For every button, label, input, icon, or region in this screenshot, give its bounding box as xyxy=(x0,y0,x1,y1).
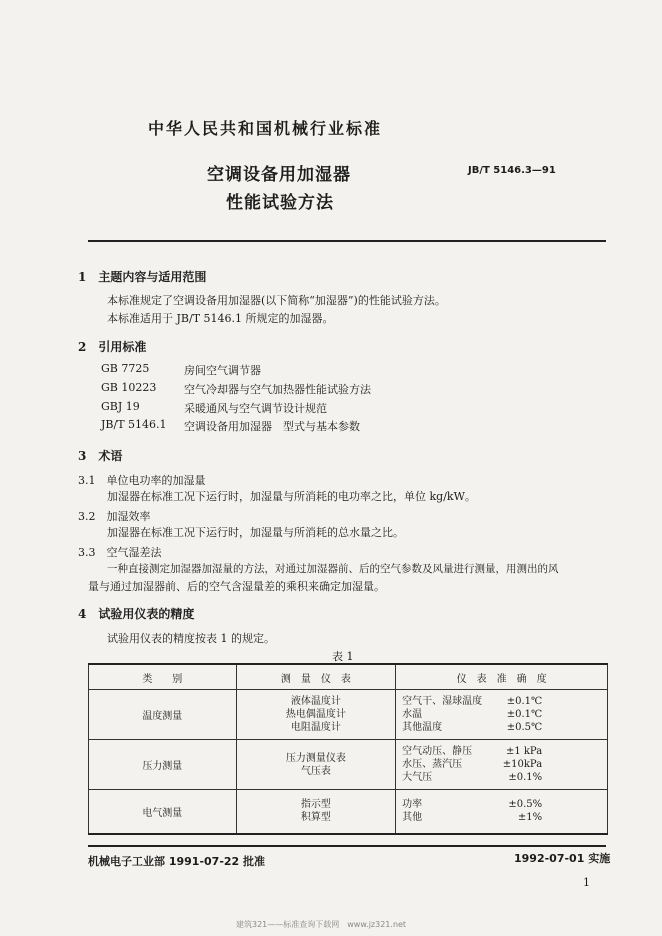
document-title-line2: 性能试验方法 xyxy=(226,193,334,213)
effective-date: 1992-07-01 实施 xyxy=(514,852,611,865)
instrument: 液体温度计 xyxy=(290,696,341,707)
instruments-cell xyxy=(236,740,396,790)
accuracy-cell xyxy=(396,690,608,740)
instruments-cell xyxy=(236,690,396,740)
accuracy-value: ±1 kPa xyxy=(505,746,543,757)
reference-title: 采暖通风与空气调节设计规范 xyxy=(184,402,327,415)
term-3-2-body: 加湿器在标准工况下运行时，加湿量与所消耗的总水量之比。 xyxy=(107,526,404,539)
approval-date: 机械电子工业部 1991-07-22 批准 xyxy=(88,855,266,868)
accuracy-value: ±0.1℃ xyxy=(506,696,543,707)
term-3-2-heading: 3.2 加湿效率 xyxy=(78,510,151,523)
reference-title: 空气冷却器与空气加热器性能试验方法 xyxy=(184,383,371,396)
accuracy-value: ±0.5℃ xyxy=(506,722,543,733)
accuracy-item: 空气干、湿球温度 xyxy=(402,696,483,707)
instrument: 指示型 xyxy=(300,799,331,811)
table-caption: 表 1 xyxy=(332,650,354,663)
instrument: 电阻温度计 xyxy=(290,722,341,733)
section2-heading: 2 引用标准 xyxy=(78,340,147,354)
term-3-1-heading: 3.1 单位电功率的加湿量 xyxy=(78,474,206,487)
industry-standard-title: 中华人民共和国机械行业标准 xyxy=(148,119,383,138)
page-number: 1 xyxy=(583,876,590,889)
section1-para2: 本标准适用于 JB/T 5146.1 所规定的加湿器。 xyxy=(107,312,334,325)
accuracy-item: 水压、蒸汽压 xyxy=(402,759,463,770)
section4-para: 试验用仪表的精度按表 1 的规定。 xyxy=(107,632,275,645)
reference-title: 房间空气调节器 xyxy=(184,364,261,377)
reference-title: 空调设备用加湿器 型式与基本参数 xyxy=(184,420,360,433)
term-3-3-body-line1: 一种直接测定加湿器加湿量的方法，对通过加湿器前、后的空气参数及风量进行测量，用测出的风 xyxy=(107,563,559,575)
accuracy-value: ±10kPa xyxy=(502,759,543,770)
accuracy-value: ±0.1℃ xyxy=(506,709,543,720)
instrument: 压力测量仪表 xyxy=(285,752,346,764)
header-rule xyxy=(88,240,606,242)
column-header: 测 量 仪 表 xyxy=(236,664,396,690)
reference-code: GB 7725 xyxy=(101,362,150,375)
accuracy-value: ±0.5% xyxy=(508,799,543,811)
accuracy-item: 其他 xyxy=(402,812,423,824)
table-header-row xyxy=(89,664,608,690)
column-header: 仪 表 准 确 度 xyxy=(396,664,608,690)
accuracy-item: 功率 xyxy=(402,799,423,811)
standard-code: JB/T 5146.3—91 xyxy=(468,165,556,176)
accuracy-item: 空气动压、静压 xyxy=(402,746,473,757)
reference-code: GBJ 19 xyxy=(101,400,140,413)
accuracy-item: 大气压 xyxy=(402,772,433,783)
instrument: 积算型 xyxy=(300,812,331,824)
section4-heading: 4 试验用仪表的精度 xyxy=(78,607,195,621)
instrument: 气压表 xyxy=(300,765,331,777)
section1-heading: 1 主题内容与适用范围 xyxy=(78,270,207,284)
instruments-cell xyxy=(236,790,396,834)
table-row xyxy=(89,690,608,740)
term-3-3-heading: 3.3 空气湿差法 xyxy=(78,546,162,559)
table-row xyxy=(89,740,608,790)
document-title-line1: 空调设备用加湿器 xyxy=(207,165,351,185)
accuracy-cell xyxy=(396,740,608,790)
instrument: 热电偶温度计 xyxy=(285,709,346,720)
reference-code: GB 10223 xyxy=(101,381,157,394)
category-cell: 压力测量 xyxy=(89,740,237,790)
instrument-accuracy-table xyxy=(88,663,608,835)
category-cell: 温度测量 xyxy=(89,690,237,740)
footer-rule xyxy=(88,845,606,847)
term-3-1-body: 加湿器在标准工况下运行时，加湿量与所消耗的电功率之比，单位 kg/kW。 xyxy=(107,490,476,503)
section3-heading: 3 术语 xyxy=(78,449,123,463)
reference-code: JB/T 5146.1 xyxy=(101,418,167,431)
term-3-3-body-line2: 量与通过加湿器前、后的空气含湿量差的乘积来确定加湿量。 xyxy=(88,580,385,593)
column-header: 类 别 xyxy=(89,664,237,690)
accuracy-item: 其他温度 xyxy=(402,722,443,733)
accuracy-value: ±1% xyxy=(517,812,543,824)
accuracy-item: 水温 xyxy=(402,709,423,720)
table-row xyxy=(89,790,608,834)
accuracy-cell xyxy=(396,790,608,834)
section1-para1: 本标准规定了空调设备用加湿器(以下简称“加湿器”)的性能试验方法。 xyxy=(107,294,446,307)
accuracy-value: ±0.1% xyxy=(508,772,543,783)
site-watermark: 建筑321——标准查询下载网 www.jz321.net xyxy=(236,920,407,929)
category-cell: 电气测量 xyxy=(89,790,237,834)
